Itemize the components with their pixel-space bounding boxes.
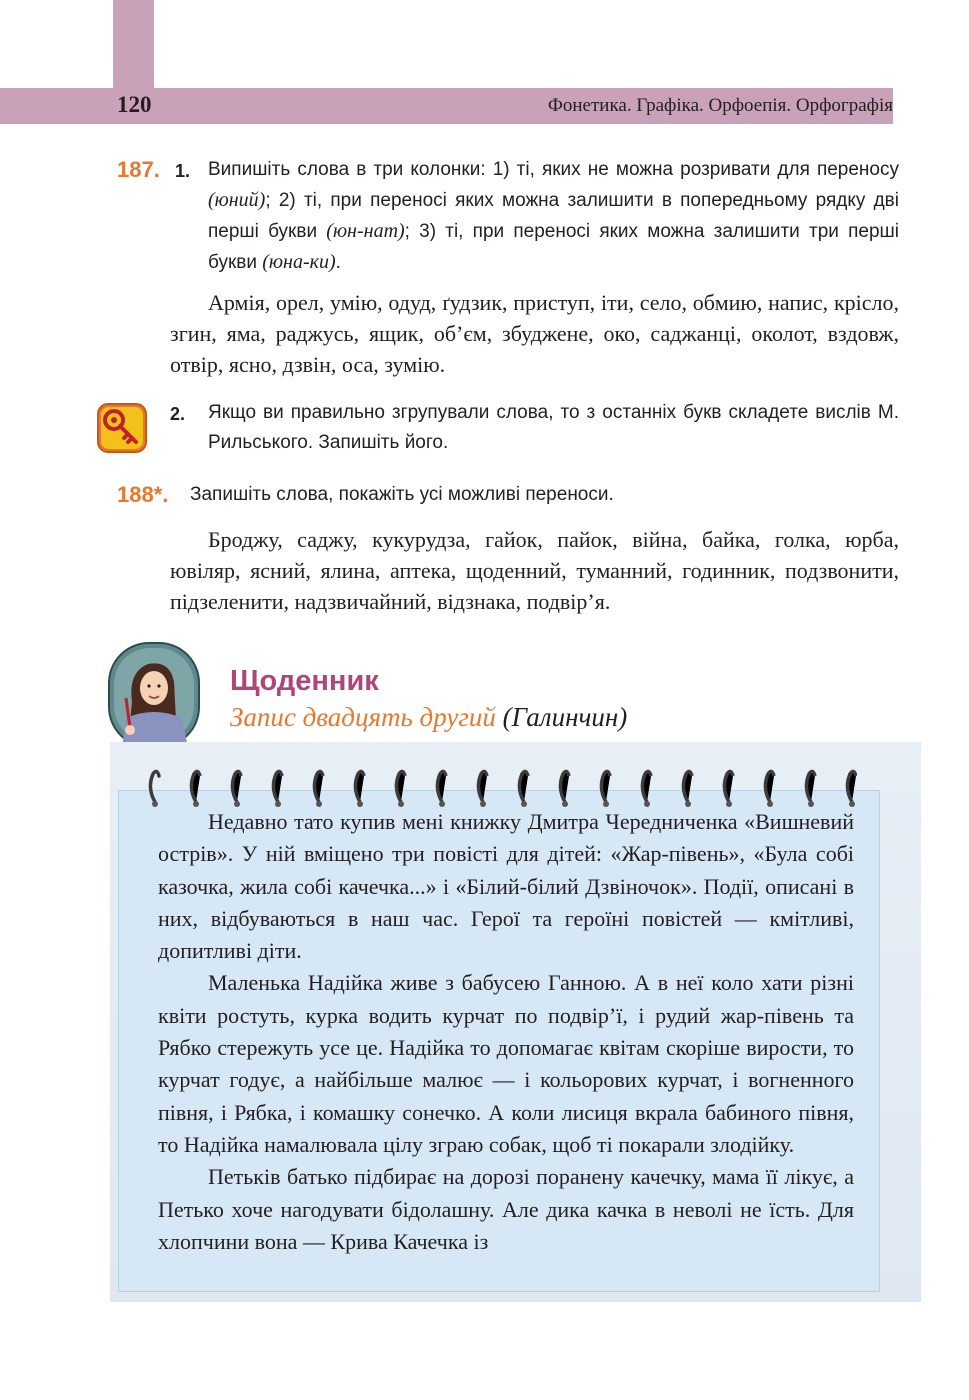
diary-paragraph-1: Недавно тато купив мені книжку Дмитра Чередниченка «Вишневий острів». У ній вміщено три повісті для дітей: «Жар-півень», «Була собі казочка, жила собі качечка...» і «Білий-білий Дзвіночок». Події, описані в них, відбуваються в наш час. Герої та героїні повістей — кмітливі, допитливі діти. — [158, 809, 854, 964]
word-list-188: Броджу, саджу, кукурудза, гайок, пайок, війна, байка, голка, юрба, ювіляр, ясний, ялина, аптека, щоденний, туманний, годинник, подзвонити, підзеленити, надзвичайний, відзнака, подвір’я. — [170, 527, 899, 614]
diary-entry-label: Запис двадцять другий — [230, 702, 496, 732]
teacher-illustration — [108, 642, 200, 748]
diary-author: (Галинчин) — [502, 702, 628, 732]
spiral-binding — [147, 768, 857, 808]
example-word: (юна-ки) — [262, 251, 336, 273]
running-title: Фонетика. Графіка. Орфоепія. Орфографія — [547, 95, 893, 116]
key-icon — [96, 402, 148, 454]
example-word: (юн-нат) — [326, 220, 405, 242]
spiral-ring — [150, 771, 159, 807]
word-list-187: Армія, орел, умію, одуд, ґудзик, приступ, іти, село, обмию, напис, крісло, згин, яма, раджусь, ящик, об’єм, збуджене, око, саджанці, околот, вздовж, отвір, ясно, дзвін, оса, зумію. — [170, 290, 899, 377]
task-2-text: Якщо ви правильно згрупували слова, то з останніх букв складете вислів М. Рильського. Запишіть його. — [208, 402, 899, 453]
diary-subtitle — [230, 700, 627, 734]
page-number: 120 — [117, 92, 152, 117]
exercise-number-188: 188*. — [117, 482, 169, 507]
diary-paragraph-3: Петьків батько підбирає на дорозі поранену качечку, мама її лікує, а Петько хоче нагодувати бідолашну. Але дика качка в неволі не їсть. Для хлопчини вона — Крива Качечка із — [158, 1164, 854, 1254]
diary-text — [158, 806, 854, 1257]
task-number-1: 1. — [175, 161, 191, 181]
task-188-text: Запишіть слова, покажіть усі можливі переноси. — [190, 484, 614, 505]
diary-title: Щоденник — [230, 665, 379, 697]
exercise-number-187: 187. — [117, 157, 160, 182]
task-number-2: 2. — [170, 404, 186, 424]
diary-paragraph-2: Маленька Надійка живе з бабусею Ганною. А в неї коло хати різні квіти ростуть, курка водить курчат по подвір’ї, і рудий жар-півень та Рябко стережуть усе це. Надійка то допомагає квітам скоріше вирости, то курчат годує, а найбільше малює — і кольорових курчат, і вогненного півня, і Рябка, і комашку сонечко. А коли лисиця вкрала бабиного півня, то Надійка намалювала цілу зграю собак, щоб ті покарали злодійку. — [158, 970, 854, 1157]
task-1-text: Випишіть слова в три колонки: 1) ті, яких не можна розривати для переносу (юний); 2) ті, при переносі яких можна залишити в попередньому рядку дві перші букви (юн-нат); 3) ті, при переносі яких можна залишити три перші букви (юна-ки). — [208, 159, 899, 273]
header-tab — [113, 0, 154, 88]
example-word: (юний) — [208, 189, 266, 211]
